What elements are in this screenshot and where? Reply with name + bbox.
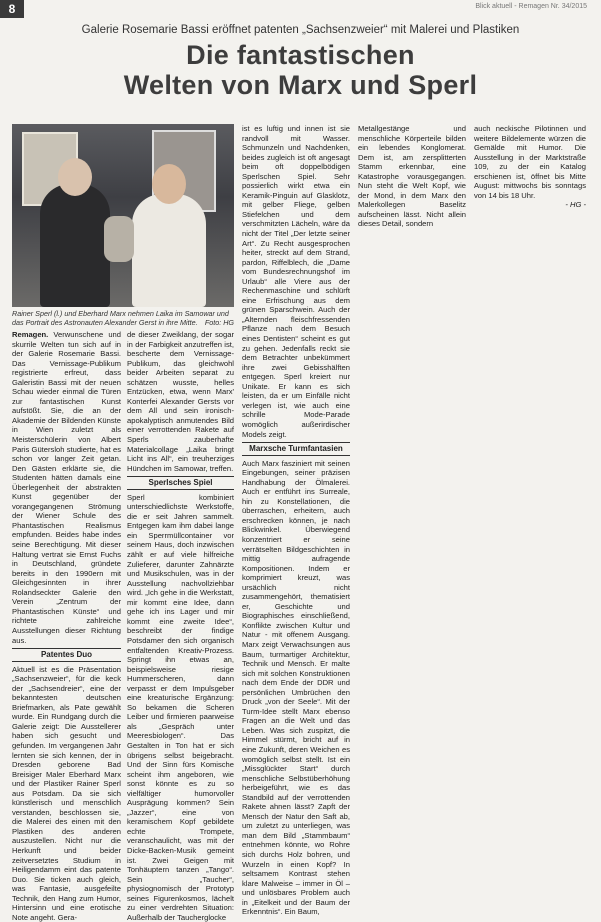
caption-credit: Foto: HG xyxy=(204,318,234,327)
paragraph: Aktuell ist es die Präsentation „Sachsenzweier“, für die keck der „Sachsendreier“, eine der bekanntesten deutschen Briefmarken, als Pate gewählt wurde. Ein Rundgang durch die Galerie zeigt: Die Ausstellerer haben sich gesucht und gefunden. Im vergangenen Jahr lernten sie sich kennen, der in Dresden geborene Bad Breisiger Maler Eberhard Marx und der Plastiker Rainer Sperl aus Potsdam. Da sie sich künstlerisch und menschlich verstanden, beschlossen sie, die Malerei des einen mit den Plastiken des anderen auszustellen. Nicht nur die Herkunft und beider zeitversetztes Studium in Heiligendamm eint das patente Duo. Sie ticken auch gleich, was Fantasie, ausgefeilte Technik, den Hang zum Humor, Hintersinn und eine erotische Note angeht. Gera- xyxy=(12,664,121,922)
page-number: 8 xyxy=(0,0,24,18)
article-photo xyxy=(12,124,234,307)
column-1 xyxy=(12,330,121,922)
subheading: Marxsche Turmfantasien xyxy=(242,442,350,456)
paragraph: Auch Marx fasziniert mit seinen Eingebungen, seiner präzisen Handhabung der Ölmalerei. Auch er entführt ins Surreale, hin zu Konstellationen, die überraschen, erheitern, auch erschrecken können, je nach Blickwinkel. Überwiegend konzentriert er seine verrätselten Bildgeschichten in mittig aufragende Kompositionen. Indem er komprimiert kreuzt, was ursächlich nicht zusammengehört, thematisiert er, Geschichte und Biographisches einschließend, Konflikte zwischen Kultur und Natur - mit offenem Ausgang. Marx zeigt Verwachsungen aus Baum, turmartiger Architektur, Technik und Mensch. Er malte sich mit solchen Konstruktionen nach dem Ende der DDR und persönlichen Umbrüchen den Druck „von der Seele“. Mit der Turm-Idee stellt Marx ebenso Fragen an die Welt und das Leben. Was sich zuspitzt, die Himmel stürmt, bricht auf in eine Zukunft, deren Weichen es womöglich selbst stellt. Ist ein „Missglückter Start“ durch menschliche Selbstüberhöhung herbeigeführt, wie es das Standbild auf der verrottenden Rakete ahnen lässt? Zapft der Mensch der Natur den Saft ab, um zuletzt zu unterliegen, was man dem Bild „Stammbaum“ entnehmen könnte, wo Rohre sich durchs Holz bohren, und Wurzeln in einen Kopf? In seltsamem Kontrast stehen klare Malweise – immer in Öl – und unlösbares Problem auch in „Eitelkeit und der Baum der Erkenntnis“. Ein Baum, xyxy=(242,458,350,917)
subheading: Sperlsches Spiel xyxy=(127,476,234,490)
column-2 xyxy=(127,330,234,922)
person-head xyxy=(152,164,186,204)
paragraph-text: Verwunschene und skurrile Welten tun sich auf in der Galerie Rosemarie Bassi. Das Vernissage-Publikum registrierte erfreut, dass Galeristin Bassi mit der neuen Schau wieder einmal die Türen zur fantastischen Kunst aufstößt. Sie, die an der Akademie der Bildenden Künste in Wien zuletzt als Meisterschülerin von Albert Paris Gütersloh studierte, hat es schon vor langer Zeit getan. Den Gästen erklärte sie, die Studenten hätten damals eine Überlegenheit der abstrakten Kunst gegenüber der vorangegangenen Strömung der Wiener Schule des Phantastischen Realismus empfunden. Beides habe indes seine Berechtigung. Mit dieser Haltung vertrat sie Ernst Fuchs in Deutschland, gründete bereits in den 1990ern mit Gleichgesinnten in ihrer Rolandseckter Galerie den Verein „Zentrum der Phantastischen Künste“ und richtete zahlreiche Ausstellungen dieser Richtung aus. xyxy=(12,330,121,645)
subheading: Patentes Duo xyxy=(12,648,121,662)
column-4 xyxy=(358,124,466,229)
column-3 xyxy=(242,124,350,917)
dateline: Remagen. xyxy=(12,330,49,339)
author-signature: - HG - xyxy=(565,200,586,210)
person-figure xyxy=(132,194,206,307)
headline-line-1: Die fantastischen xyxy=(186,40,415,70)
paragraph: auch neckische Pilotinnen und weitere Bildelemente würzen die Gemälde mit Humor. Die Ausstellung in der Marktstraße 109, zu der ein Katalog erschienen ist, öffnet bis Mitte August: mittwochs bis sonntags von 14 bis 18 Uhr. xyxy=(474,124,586,200)
person-figure xyxy=(40,184,110,307)
paragraph: Metallgestänge und menschliche Körperteile bilden ein lebendes Konglomerat. Dem ist, am zersplitterten Stamm erkennbar, eine Katastrophe vorausgegangen. Nun steht die Welt Kopf, wie der Mond, in dem Marx den Malerkollegen Baselitz aufscheinen lässt. Nicht allein dieses Detail, sondern xyxy=(358,124,466,229)
column-5 xyxy=(474,124,586,210)
samovar-sculpture xyxy=(104,216,134,262)
paragraph: de dieser Zweiklang, der sogar in der Farbigkeit anzutreffen ist, bescherte dem Vernissage-Publikum, das gleichwohl beider Arbeiten separat zu schätzen wusste, helles Entzücken, etwa, wenn Marx' Konterfei Alexander Gersts vor dem All und sein ironisch-apokalyptisch anmutendes Bild einer verrottenden Rakete auf Sperls zauberhafte Materialcollage „Laika bringt Licht ins All“, ein treuherziges Hündchen im Samowar, treffen. xyxy=(127,330,234,473)
headline-line-2: Welten von Marx und Sperl xyxy=(123,70,478,100)
paragraph xyxy=(12,330,121,645)
kicker: Galerie Rosemarie Bassi eröffnet patenten „Sachsenzweier“ mit Malerei und Plastiken xyxy=(81,24,520,36)
headline xyxy=(0,40,601,100)
paragraph: Sperl kombiniert unterschiedlichste Werkstoffe, die er seit Jahren sammelt. Entgegen kam ihm dabei lange ein Sperrmüllcontainer vor seinem Haus, doch inzwischen zählt er auf viele hilfreiche Zulieferer, darunter Zahnärzte und Musikschulen, was in der Ausstellung nachvollziehbar wird. „Ich gehe in die Werkstatt, mir kommt eine Idee, dann gehe ich ins Lager und mir kommt eine zweite Idee“, beschreibt der findige Potsdamer den sich organisch entfaltenden Kreativ-Prozess. Springt ihn etwas an, beispielsweise riesige Hummerscheren, dann verpasst er dem Impulsgeber eine kreaturische Ergänzung: So bekamen die Scheren Leiber und firmieren paarweise als „Gespräch unter Meeresbiologen“. Das Gestalten in Ton hat er sich übrigens selbst beigebracht. Und der Sinn fürs Komische scheint ihm angeboren, wie sonst könnte es zu so vielfältiger humorvoller Ausprägung kommen? Sein „Jazzer“, eine von keramischem Kopf gebildete echte Trompete, veranschaulicht, was mit der Dicke-Backen-Musik gemeint ist. Zwei Geigen mit Tonhäuptern tanzen „Tango“. Sein „Taucher“, physiognomisch der Prototyp seines Figurenkosmos, lächelt zu einer verdrehten Situation: Außerhalb der Taucherglocke xyxy=(127,492,234,922)
person-head xyxy=(58,158,92,196)
caption-text: Rainer Sperl (l.) und Eberhard Marx nehmen Laika im Samowar und das Portrait des Astronauten Alexander Gerst in ihre Mitte. xyxy=(12,309,229,327)
photo-caption xyxy=(12,309,234,327)
paragraph: ist es luftig und innen ist sie randvoll mit Wasser. Schmunzeln und Nachdenken, beides zugleich ist oft angesagt beim oft doppelbödigen Sperlschen Spiel. Sehr possierlich wirkt etwa ein Keramik-Pinguin auf Glasklotz, mit gelber Fliege, gelben Stiefelchen und dem verschmitzten Lächeln, wäre da nicht der Titel „Der letzte seiner Art“. Zu Recht ausgesprochen heiter, streckt auf dem Strand, pardon, Riffelblech, die „Dame vom Bundesrechnungshof im Urlaub“ alle Viere aus der Rechenmaschine und schlürft eine Erfrischung aus dem grünen Sparschwein. Auch der „Alternden fleischfressenden Pflanze nach dem Besuch eines Dentisten“ scheint es gut zu gehen. Jedenfalls reckt sie dem Betrachter unbekümmert ihre zwei Gebisshälften entgegen. Sperl kreiert nur Unikate. Er kann es sich leisten, da er um Einfälle nicht verlegen ist, wie auch eine schrille Mode-Parade womöglich außerirdischer Models zeigt. xyxy=(242,124,350,439)
running-head: Blick aktuell - Remagen Nr. 34/2015 xyxy=(475,3,587,10)
